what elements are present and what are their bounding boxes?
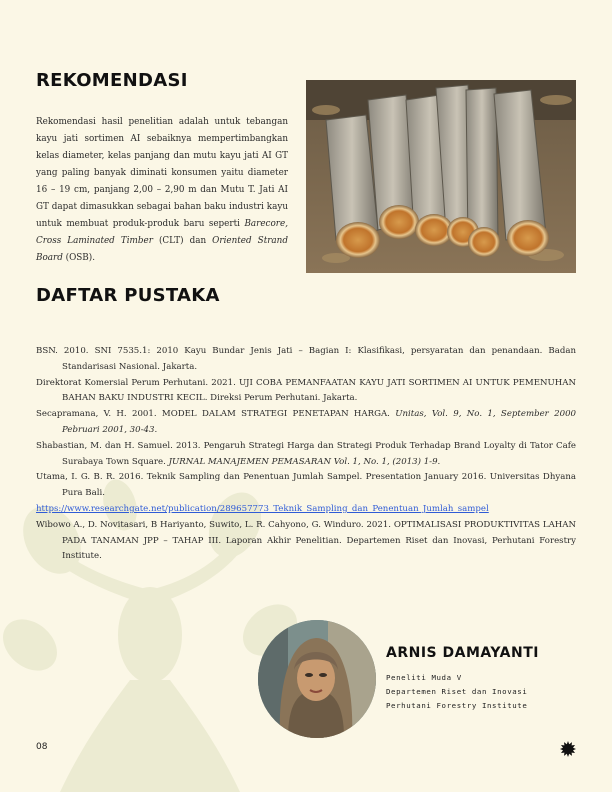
reference-link[interactable]: https://www.researchgate.net/publication/289657773_Teknik_Sampling_dan_Penentuan_Jumlah_sampel — [36, 503, 489, 514]
page-number: 08 — [36, 742, 48, 752]
reference-item: Wibowo A., D. Novitasari, B Hariyanto, Suwito, L. R. Cahyono, G. Winduro. 2021. OPTIMALISASI PRODUKTIVITAS LAHAN PADA TANAMAN JPP – TAHAP III. Laporan Akhir Penelitian. Departemen Riset dan Inovasi, Perhutani Forestry Institute. — [36, 519, 576, 562]
rekomendasi-paragraph: Rekomendasi hasil penelitian adalah untuk tebangan kayu jati sortimen AI sebaiknya mempertimbangkan kelas diameter, kelas panjang dan mutu kayu jati AI GT yang paling banyak diminati konsumen yaitu diameter 16 – 19 cm, panjang 2,00 – 2,90 m dan Mutu T. Jati AI GT dapat dimasukkan sebagai bahan baku industri kayu untuk membuat produk-produk baru seperti Barecore, Cross Laminated Timber (CLT) dan Oriented Strand Board (OSB). — [36, 117, 288, 263]
reference-list — [36, 344, 576, 565]
reference-item: Shabastian, M. dan H. Samuel. 2013. Pengaruh Strategi Harga dan Strategi Produk Terhadap Brand Loyalty di Tator Cafe Surabaya Town Square. JURNAL MANAJEMEN PEMASARAN Vol. 1, No. 1, (2013) 1-9. — [36, 440, 576, 467]
teak-logs-photo — [306, 80, 576, 273]
author-department: Departemen Riset dan Inovasi — [386, 687, 528, 696]
author-name: ARNIS DAMAYANTI — [386, 645, 539, 661]
reference-item: Direktorat Komersial Perum Perhutani. 2021. UJI COBA PEMANFAATAN KAYU JATI SORTIMEN AI UNTUK PEMENUHAN BAHAN BAKU INDUSTRI KECIL. Direksi Perum Perhutani. Jakarta. — [36, 377, 576, 404]
section-title-daftar-pustaka: DAFTAR PUSTAKA — [36, 285, 220, 306]
author-institution: Perhutani Forestry Institute — [386, 701, 528, 710]
reference-item: Secapramana, V. H. 2001. MODEL DALAM STRATEGI PENETAPAN HARGA. Unitas, Vol. 9, No. 1, September 2000 Pebruari 2001, 30-43. — [36, 409, 576, 435]
author-portrait — [258, 620, 376, 738]
author-info — [386, 671, 527, 713]
reference-item: Utama, I. G. B. R. 2016. Teknik Sampling dan Penentuan Jumlah Sampel. Presentation January 2016. Universitas Dhyana Pura Bali. https://www.researchgate.net/publication/289657773_Teknik_Sampling_dan_Penentuan_Jumlah_sampel — [36, 472, 576, 514]
author-role: Peneliti Muda V — [386, 673, 462, 682]
section-title-rekomendasi: REKOMENDASI — [36, 70, 188, 91]
reference-item: BSN. 2010. SNI 7535.1: 2010 Kayu Bundar Jenis Jati – Bagian I: Klasifikasi, persyaratan dan penandaan. Badan Standarisasi Nasional. Jakarta. — [36, 346, 576, 372]
starburst-icon — [560, 741, 576, 757]
